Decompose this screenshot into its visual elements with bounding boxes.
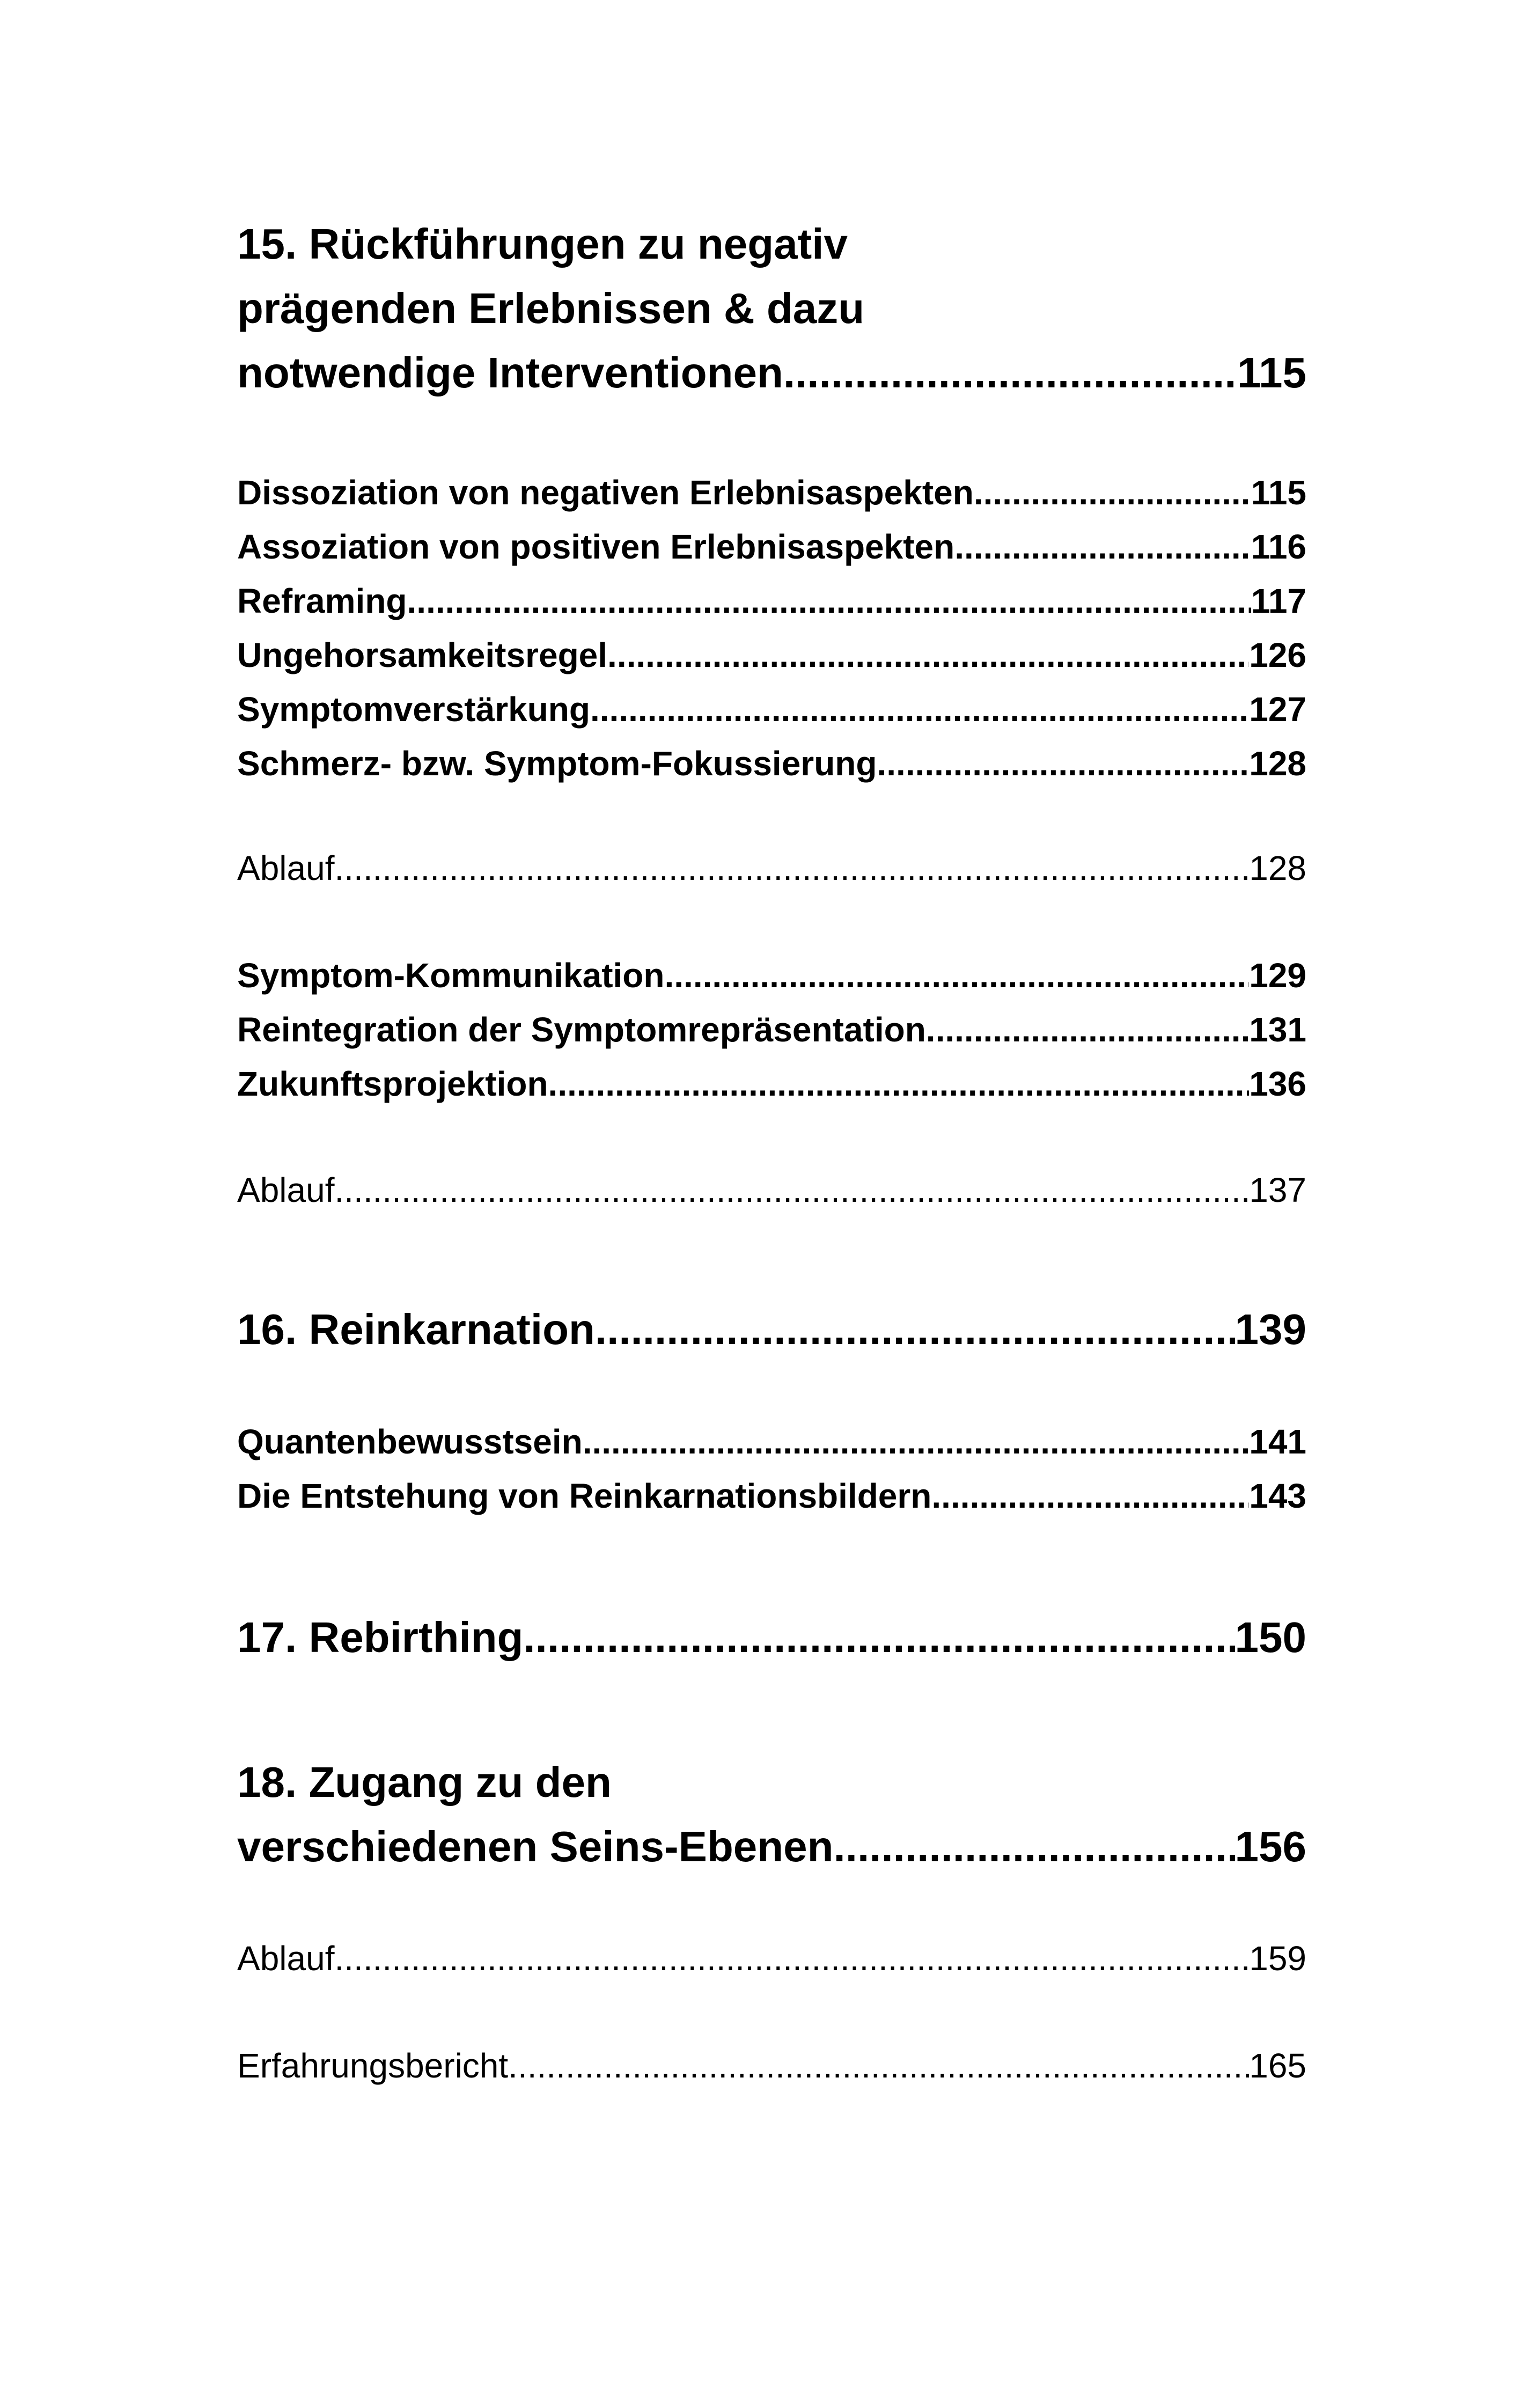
entry-title: Symptom-Kommunikation xyxy=(237,956,665,995)
toc-subsection-group xyxy=(237,2039,1306,2093)
page-number: 126 xyxy=(1249,636,1306,674)
page-number: 139 xyxy=(1235,1305,1306,1353)
entry-title: Assoziation von positiven Erlebnisaspekten xyxy=(237,527,955,566)
entry-title: Ablauf xyxy=(237,849,335,887)
entry-title: Reintegration der Symptomrepräsentation xyxy=(237,1010,926,1049)
toc-section-group xyxy=(237,466,1306,791)
toc-entry[interactable] xyxy=(237,341,1306,405)
toc-entry[interactable] xyxy=(237,1057,1306,1111)
dot-leader xyxy=(548,1057,1250,1111)
toc-entry[interactable] xyxy=(237,2039,1306,2093)
entry-title: Schmerz- bzw. Symptom-Fokussierung xyxy=(237,744,877,783)
entry-title: Die Entstehung von Reinkarnationsbildern xyxy=(237,1477,932,1515)
toc-chapter-16 xyxy=(237,1297,1306,1362)
page-number: 128 xyxy=(1249,744,1306,783)
chapter-title-line: 18. Zugang zu den xyxy=(237,1758,612,1806)
page-number: 143 xyxy=(1249,1477,1306,1515)
page-number: 136 xyxy=(1249,1064,1306,1103)
dot-leader xyxy=(664,949,1249,1003)
toc-entry[interactable] xyxy=(237,1605,1306,1670)
dot-leader xyxy=(523,1605,1235,1670)
page-number: 116 xyxy=(1251,527,1306,566)
dot-leader xyxy=(508,2039,1249,2093)
chapter-title: 16. Reinkarnation xyxy=(237,1305,595,1353)
entry-title: Symptomverstärkung xyxy=(237,690,590,729)
dot-leader xyxy=(334,841,1249,895)
toc-entry[interactable] xyxy=(237,628,1306,682)
dot-leader xyxy=(926,1003,1249,1057)
toc-section-group xyxy=(237,949,1306,1111)
page-number: 165 xyxy=(1249,2046,1306,2085)
toc-subsection-group xyxy=(237,1163,1306,1217)
toc-entry[interactable] xyxy=(237,520,1306,574)
chapter-title-line: verschiedenen Seins-Ebenen xyxy=(237,1823,834,1870)
toc-entry[interactable] xyxy=(237,737,1306,791)
page-number: 159 xyxy=(1249,1939,1306,1978)
toc-entry[interactable] xyxy=(237,682,1306,737)
toc-entry[interactable] xyxy=(237,1815,1306,1879)
entry-title: Ungehorsamkeitsregel xyxy=(237,636,608,674)
dot-leader xyxy=(595,1297,1235,1362)
dot-leader xyxy=(954,520,1251,574)
page-number: 127 xyxy=(1249,690,1306,729)
dot-leader xyxy=(590,682,1249,737)
page-number: 117 xyxy=(1251,582,1306,620)
page-number: 115 xyxy=(1237,349,1306,397)
dot-leader xyxy=(974,466,1251,520)
entry-title: Ablauf xyxy=(237,1939,335,1978)
toc-entry[interactable] xyxy=(237,1297,1306,1362)
dot-leader xyxy=(607,628,1249,682)
dot-leader xyxy=(334,1163,1249,1217)
toc-chapter-17 xyxy=(237,1605,1306,1670)
entry-title: Zukunftsprojektion xyxy=(237,1064,548,1103)
toc-chapter-18 xyxy=(237,1750,1306,1879)
page-number: 115 xyxy=(1251,473,1306,512)
toc-entry[interactable] xyxy=(237,841,1306,895)
page-number: 128 xyxy=(1249,849,1306,887)
toc-chapter-15 xyxy=(237,212,1306,405)
toc-entry[interactable] xyxy=(237,466,1306,520)
dot-leader xyxy=(877,737,1249,791)
chapter-title-line: 15. Rückführungen zu negativ xyxy=(237,220,848,268)
toc-entry[interactable] xyxy=(237,1003,1306,1057)
page-number: 129 xyxy=(1249,956,1306,995)
toc-entry[interactable] xyxy=(237,1163,1306,1217)
toc-entry[interactable] xyxy=(237,1932,1306,1986)
entry-title: Dissoziation von negativen Erlebnisaspekten xyxy=(237,473,974,512)
toc-section-group xyxy=(237,1415,1306,1523)
entry-title: Ablauf xyxy=(237,1171,335,1209)
dot-leader xyxy=(834,1815,1235,1879)
toc-entry[interactable] xyxy=(237,574,1306,628)
entry-title: Erfahrungsbericht xyxy=(237,2046,509,2085)
page-number: 131 xyxy=(1249,1010,1306,1049)
entry-title: Reframing xyxy=(237,582,407,620)
page-number: 137 xyxy=(1249,1171,1306,1209)
toc-entry[interactable] xyxy=(237,1415,1306,1469)
page-number: 150 xyxy=(1235,1613,1306,1661)
dot-leader xyxy=(334,1932,1249,1986)
dot-leader xyxy=(583,1415,1250,1469)
dot-leader xyxy=(783,341,1237,405)
chapter-title-line: prägenden Erlebnissen & dazu xyxy=(237,284,865,332)
chapter-title: 17. Rebirthing xyxy=(237,1613,524,1661)
page-number: 156 xyxy=(1235,1823,1306,1870)
toc-entry[interactable] xyxy=(237,1469,1306,1523)
chapter-title-line: notwendige Interventionen xyxy=(237,349,783,397)
toc-subsection-group xyxy=(237,841,1306,895)
dot-leader xyxy=(931,1469,1249,1523)
toc-subsection-group xyxy=(237,1932,1306,1986)
page-number: 141 xyxy=(1249,1422,1306,1461)
entry-title: Quantenbewusstsein xyxy=(237,1422,583,1461)
toc-entry[interactable] xyxy=(237,949,1306,1003)
dot-leader xyxy=(407,574,1251,628)
